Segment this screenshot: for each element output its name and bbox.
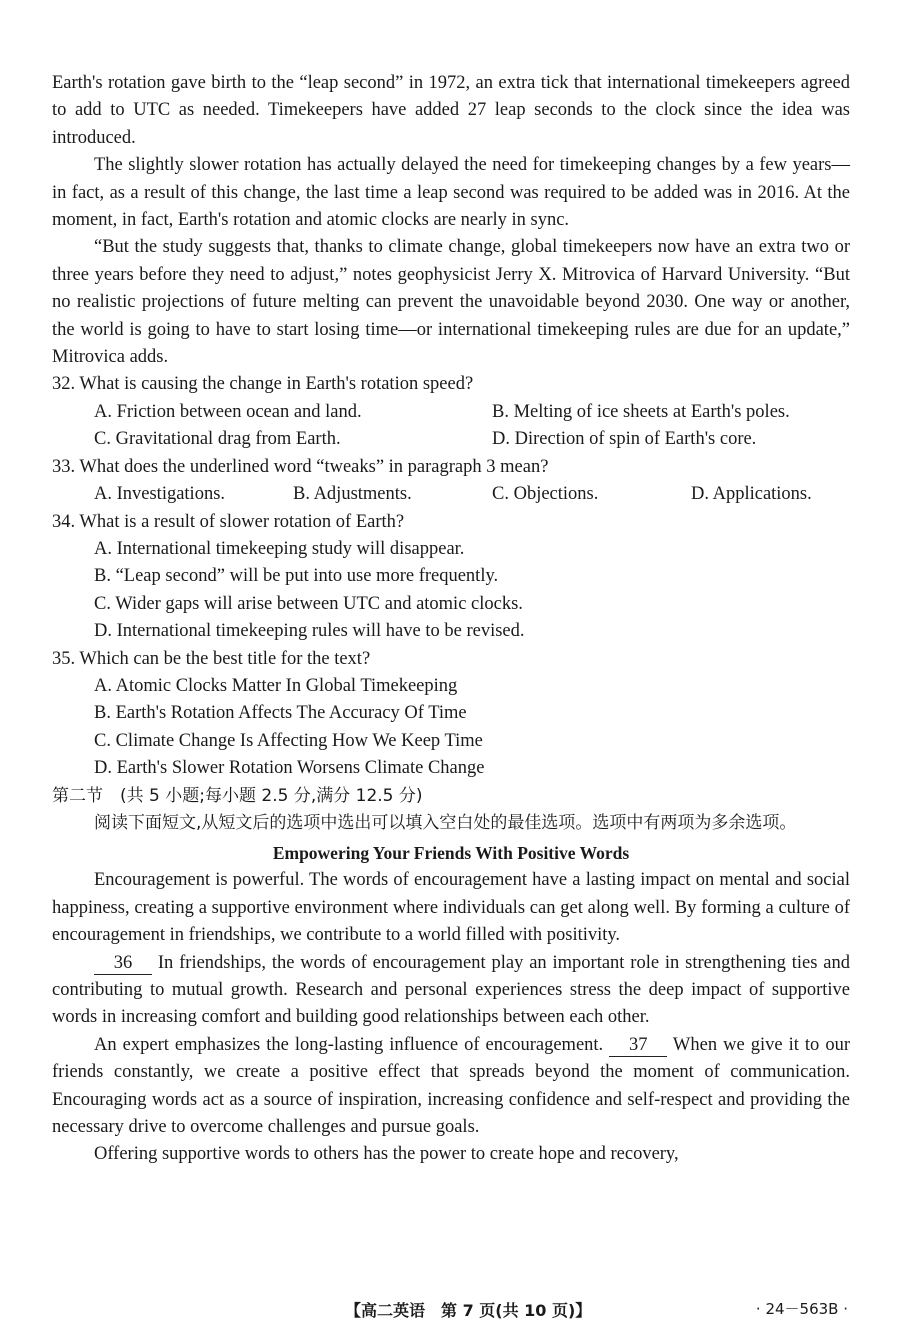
article-paragraph [52, 1032, 850, 1142]
question-stem: 35. Which can be the best title for the text? [52, 648, 371, 669]
paragraph-text: An expert emphasizes the long-lasting influence of encouragement. [94, 1034, 610, 1055]
question-35 [52, 646, 850, 783]
option-b: B. Earth's Rotation Affects The Accuracy Of Time [94, 703, 467, 724]
options-row [52, 481, 850, 508]
section-heading: 第二节 (共 5 小题;每小题 2.5 分,满分 12.5 分) [52, 785, 423, 806]
option-a: A. Investigations. [94, 484, 226, 505]
section-instruction: 阅读下面短文,从短文后的选项中选出可以填入空白处的最佳选项。选项中有两项为多余选项。 [94, 812, 797, 833]
article-paragraph [52, 950, 850, 1032]
option-d: D. Direction of spin of Earth's core. [492, 429, 757, 450]
article-title: Empowering Your Friends With Positive Words [272, 843, 630, 864]
option-c: C. Climate Change Is Affecting How We Keep Time [94, 730, 483, 751]
paragraph-text: In friendships, the words of encouragement play an important role in strengthening ties and contributing to mutual growth. Research and personal experiences stress the deep impact of supportive words in increasing comfort and building good relationships between each other. [52, 952, 850, 1028]
option-a: A. Friction between ocean and land. [94, 401, 362, 422]
blank-36: 36 [94, 952, 152, 975]
page-content [52, 70, 850, 1169]
article-paragraph: Encouragement is powerful. The words of encouragement have a lasting impact on mental and social happiness, creating a supportive environment where individuals can get along well. By forming a culture of encouragement in friendships, we contribute to a world filled with positivity. [52, 870, 850, 946]
question-stem: 34. What is a result of slower rotation of Earth? [52, 511, 405, 532]
passage-paragraph: The slightly slower rotation has actually delayed the need for timekeeping changes by a few years—in fact, as a result of this change, the last time a leap second was required to be added was in 2016. At the moment, in fact, Earth's rotation and atomic clocks are nearly in sync. [52, 155, 850, 231]
option-c: C. Gravitational drag from Earth. [94, 429, 341, 450]
passage-paragraph: “But the study suggests that, thanks to climate change, global timekeepers now have an extra two or three years before they need to adjust,” notes geophysicist Jerry X. Mitrovica of Harvard University. “But no realistic projections of future melting can prevent the unavoidable beyond 2030. One way or another, the world is going to have to start losing time—or international timekeeping rules are due for an update,” Mitrovica adds. [52, 237, 850, 368]
option-b: B. Adjustments. [293, 484, 412, 505]
blank-37: 37 [609, 1034, 667, 1057]
question-33 [52, 454, 850, 509]
paragraph-text: When we give it to our friends constantly, we create a positive effect that spreads beyond the moment of communication. Encouraging words act as a source of inspiration, increasing confidence and self-respect and providing the necessary drive to overcome challenges and pursue goals. [52, 1034, 851, 1138]
option-c: C. Objections. [492, 484, 599, 505]
question-stem: 32. What is causing the change in Earth's rotation speed? [52, 374, 474, 395]
option-a: A. Atomic Clocks Matter In Global Timekeeping [94, 675, 458, 696]
options-row [52, 399, 850, 426]
option-b: B. “Leap second” will be put into use more frequently. [94, 566, 499, 587]
passage-paragraph: Earth's rotation gave birth to the “leap second” in 1972, an extra tick that international timekeepers agreed to add to UTC as needed. Timekeepers have added 27 leap seconds to the clock since the idea was introduced. [52, 73, 850, 148]
option-b: B. Melting of ice sheets at Earth's poles. [492, 401, 790, 422]
option-d: D. Applications. [691, 484, 812, 505]
option-d: D. Earth's Slower Rotation Worsens Climate Change [94, 758, 485, 779]
footer-page-info: 【高二英语 第 7 页(共 10 页)】 [345, 1301, 592, 1320]
option-d: D. International timekeeping rules will have to be revised. [94, 621, 525, 642]
options-row [52, 426, 850, 453]
option-a: A. International timekeeping study will disappear. [94, 538, 465, 559]
option-c: C. Wider gaps will arise between UTC and atomic clocks. [94, 593, 523, 614]
question-34 [52, 509, 850, 646]
question-32 [52, 371, 850, 453]
footer-code: · 24－563B · [755, 1300, 848, 1318]
article-paragraph: Offering supportive words to others has the power to create hope and recovery, [94, 1144, 679, 1165]
question-stem: 33. What does the underlined word “tweaks” in paragraph 3 mean? [52, 456, 549, 477]
page-footer [0, 1298, 900, 1328]
